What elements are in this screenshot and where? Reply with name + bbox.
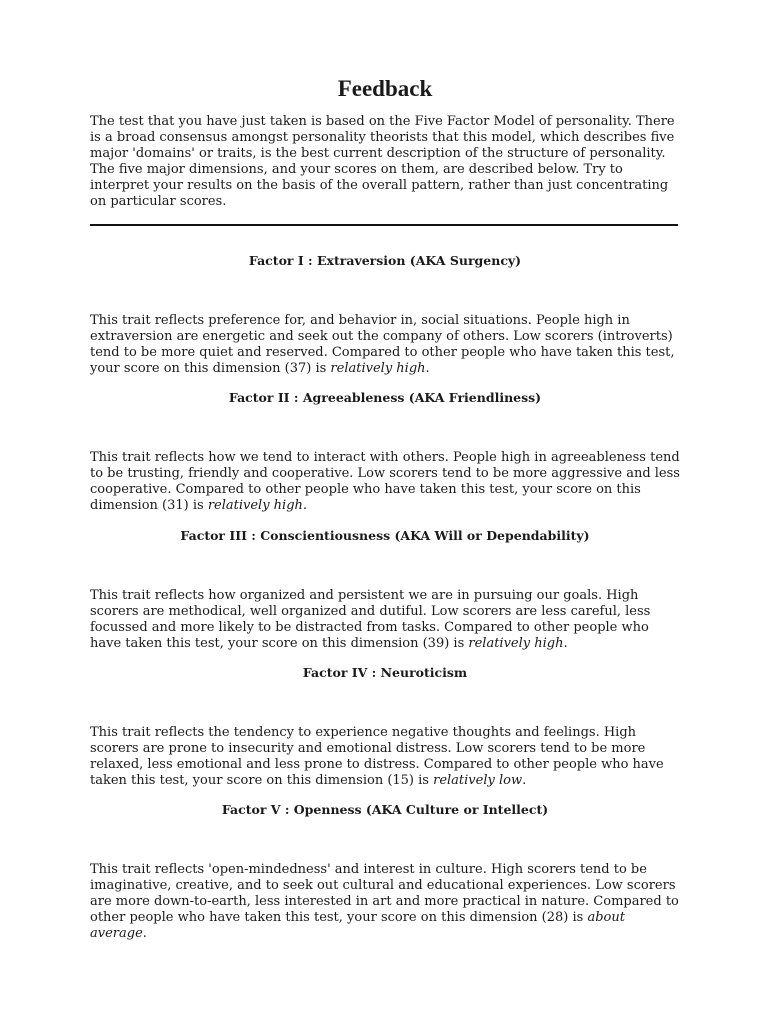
factor-heading-agreeableness: Factor II : Agreeableness (AKA Friendliness)	[228, 390, 542, 405]
factor-heading-extraversion: Factor I : Extraversion (AKA Surgency)	[248, 253, 522, 268]
factor-rating: relatively high	[330, 361, 426, 376]
factor-description: This trait reflects the tendency to experience negative thoughts and feelings. High scorers are prone to insecurity and emotional distress. Low scorers tend to be more relaxed, less emotional and less prone to distress. Compared to other people who have taken this test, your score on this dimension (15) is	[90, 725, 664, 788]
factor-rating: relatively high	[468, 636, 564, 651]
divider	[90, 224, 678, 226]
factor-text-agreeableness: This trait reflects how we tend to interact with others. People high in agreeableness tend to be trusting, friendly and cooperative. Low scorers tend to be more aggressive and less cooperative. Compared to other people who have taken this test, your score on this dimension (31) is relatively high.	[90, 450, 680, 513]
factor-text-openness: This trait reflects 'open-mindedness' and interest in culture. High scorers tend to be imaginative, creative, and to seek out cultural and educational experiences. Low scorers are more down-to-earth, less interested in art and more practical in nature. Compared to other people who have taken this test, your score on this dimension (28) is about average.	[90, 862, 679, 941]
factor-text-extraversion: This trait reflects preference for, and behavior in, social situations. People high in extraversion are energetic and seek out the company of others. Low scorers (introverts) tend to be more quiet and reserved. Compared to other people who have taken this test, your score on this dimension (37) is relatively high.	[90, 313, 675, 376]
factor-text-neuroticism: This trait reflects the tendency to experience negative thoughts and feelings. High scorers are prone to insecurity and emotional distress. Low scorers tend to be more relaxed, less emotional and less prone to distress. Compared to other people who have taken this test, your score on this dimension (15) is relatively low.	[90, 725, 664, 788]
factor-rating: relatively high	[207, 498, 303, 513]
factor-description: This trait reflects how we tend to interact with others. People high in agreeableness tend to be trusting, friendly and cooperative. Low scorers tend to be more aggressive and less cooperative. Compared to other people who have taken this test, your score on this dimension (31) is	[90, 450, 680, 513]
factor-description: This trait reflects how organized and persistent we are in pursuing our goals. High scorers are methodical, well organized and dutiful. Low scorers are less careful, less focussed and more likely to be distracted from tasks. Compared to other people who have taken this test, your score on this dimension (39) is	[90, 588, 651, 651]
factor-heading-conscientiousness: Factor III : Conscientiousness (AKA Will or Dependability)	[180, 528, 590, 543]
factor-rating: about average	[90, 910, 625, 941]
factor-description: This trait reflects 'open-mindedness' and interest in culture. High scorers tend to be imaginative, creative, and to seek out cultural and educational experiences. Low scorers are more down-to-earth, less interested in art and more practical in nature. Compared to other people who have taken this test, your score on this dimension (28) is	[90, 862, 679, 925]
factor-rating: relatively low	[433, 773, 523, 788]
page-title: Feedback	[337, 76, 433, 101]
factor-heading-neuroticism: Factor IV : Neuroticism	[302, 665, 468, 680]
intro-paragraph: The test that you have just taken is based on the Five Factor Model of personality. There is a broad consensus amongst personality theorists that this model, which describes five major 'domains' or traits, is the best current description of the structure of personality. The five major dimensions, and your scores on them, are described below. Try to interpret your results on the basis of the overall pattern, rather than just concentrating on particular scores.	[90, 114, 675, 209]
factor-description: This trait reflects preference for, and behavior in, social situations. People high in extraversion are energetic and seek out the company of others. Low scorers (introverts) tend to be more quiet and reserved. Compared to other people who have taken this test, your score on this dimension (37) is	[90, 313, 675, 376]
factor-heading-openness: Factor V : Openness (AKA Culture or Intellect)	[221, 802, 549, 817]
factor-text-conscientiousness: This trait reflects how organized and persistent we are in pursuing our goals. High scorers are methodical, well organized and dutiful. Low scorers are less careful, less focussed and more likely to be distracted from tasks. Compared to other people who have taken this test, your score on this dimension (39) is relatively high.	[90, 588, 651, 651]
